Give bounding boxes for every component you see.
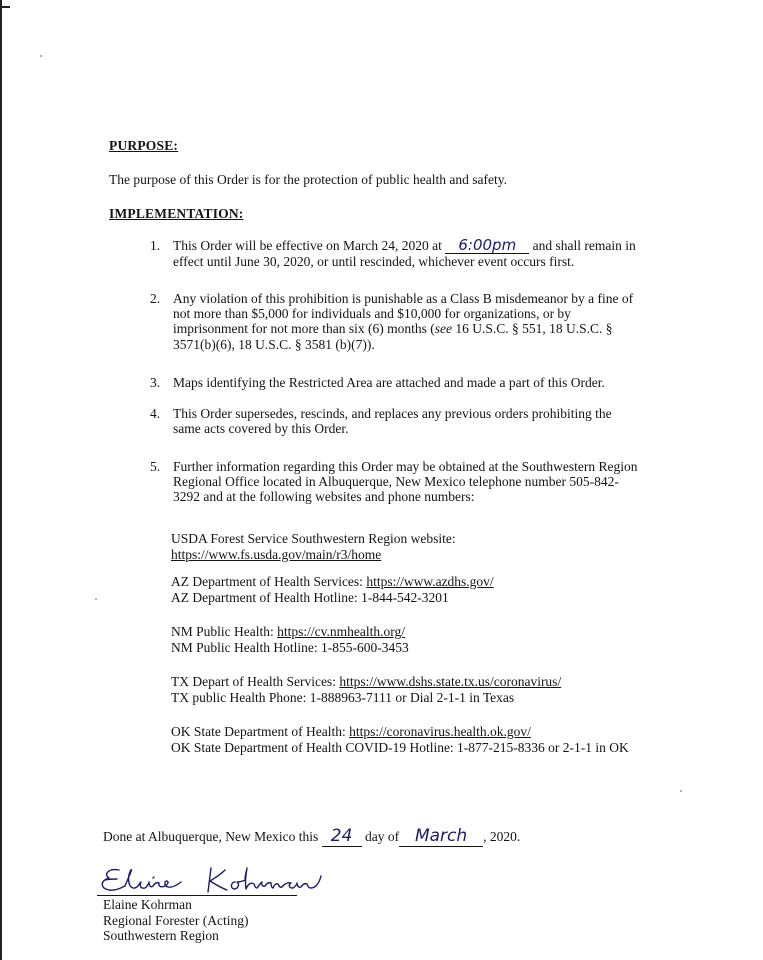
handwritten-signature <box>95 862 325 898</box>
item-line: This Order supersedes, rescinds, and replaces any previous orders prohibiting the <box>173 406 612 421</box>
contact-line: NM Public Health: https://cv.nmhealth.org/ <box>171 624 405 639</box>
signer-title: Regional Forester (Acting) <box>103 912 249 928</box>
tx-website-link[interactable]: https://www.dshs.state.tx.us/coronavirus/ <box>339 674 562 689</box>
implementation-heading: IMPLEMENTATION: <box>109 206 244 221</box>
implementation-item-3 <box>150 375 660 390</box>
implementation-item-4 <box>150 406 660 436</box>
scan-speck <box>95 598 97 600</box>
contact-hotline: OK State Department of Health COVID-19 Hotline: 1-877-215-8336 or 2-1-1 in OK <box>171 739 629 755</box>
signer-name: Elaine Kohrman <box>103 897 192 912</box>
handwritten-time: 6:00pm <box>458 236 517 254</box>
scan-corner-mark <box>2 6 10 8</box>
item-line: Further information regarding this Order may be obtained at the Southwestern Region <box>173 459 638 474</box>
purpose-heading: PURPOSE: <box>109 138 179 153</box>
done-at-line: Done at Albuquerque, New Mexico this 24 day of March , 2020. <box>103 826 521 846</box>
contact-ok <box>171 724 629 755</box>
contact-line: AZ Department of Health Services: https://www.azdhs.gov/ <box>171 574 494 589</box>
contact-hotline: TX public Health Phone: 1-888963-7111 or Dial 2-1-1 in Texas <box>171 689 515 705</box>
item-line: This Order will be effective on March 24, 2020 at 6:00pm and shall remain in <box>173 236 636 254</box>
item-line: 3292 and at the following websites and phone numbers: <box>173 489 475 505</box>
ok-website-link[interactable]: https://coronavirus.health.ok.gov/ <box>349 724 531 739</box>
handwritten-day: 24 <box>330 826 353 846</box>
contact-label: USDA Forest Service Southwestern Region website: <box>171 531 456 546</box>
item-line: Maps identifying the Restricted Area are attached and made a part of this Order. <box>173 375 605 390</box>
month-blank <box>399 826 483 847</box>
contact-line: TX Depart of Health Services: https://www.dshs.state.tx.us/coronavirus/ <box>171 674 562 689</box>
scan-edge-mark <box>0 0 2 960</box>
citation-see: see <box>434 321 452 337</box>
nm-website-link[interactable]: https://cv.nmhealth.org/ <box>277 624 405 639</box>
item-number: 3. <box>150 375 161 390</box>
implementation-item-2 <box>150 291 660 352</box>
day-blank <box>322 826 362 847</box>
effective-time-blank <box>445 238 529 254</box>
contact-hotline: AZ Department of Health Hotline: 1-844-542-3201 <box>171 589 449 605</box>
az-website-link[interactable]: https://www.azdhs.gov/ <box>366 574 494 589</box>
contact-usda <box>171 531 456 562</box>
item-number: 4. <box>150 406 161 421</box>
item-line: imprisonment for not more than six (6) months (see 16 U.S.C. § 551, 18 U.S.C. § <box>173 321 613 337</box>
item-number: 2. <box>150 291 161 306</box>
contact-hotline: NM Public Health Hotline: 1-855-600-3453 <box>171 639 409 655</box>
scan-speck <box>680 790 682 792</box>
scan-speck <box>40 55 42 57</box>
contact-nm <box>171 624 409 655</box>
implementation-item-1 <box>150 238 660 269</box>
item-line: 3571(b)(6), 18 U.S.C. § 3581 (b)(7)). <box>173 336 375 352</box>
contact-tx <box>171 674 561 705</box>
item-line: Regional Office located in Albuquerque, New Mexico telephone number 505-842- <box>173 474 619 490</box>
item-number: 5. <box>150 459 161 474</box>
usda-website-link[interactable]: https://www.fs.usda.gov/main/r3/home <box>171 546 382 562</box>
contact-az <box>171 574 494 605</box>
implementation-item-5 <box>150 459 660 505</box>
contact-line: OK State Department of Health: https://coronavirus.health.ok.gov/ <box>171 724 531 739</box>
signer-block <box>103 897 248 944</box>
item-line: effect until June 30, 2020, or until rescinded, whichever event occurs first. <box>173 254 575 270</box>
purpose-text: The purpose of this Order is for the protection of public health and safety. <box>109 172 508 187</box>
signature-line <box>97 895 297 896</box>
item-number: 1. <box>150 238 161 253</box>
item-line: Any violation of this prohibition is punishable as a Class B misdemeanor by a fine of <box>173 291 634 306</box>
item-line: same acts covered by this Order. <box>173 421 349 437</box>
signer-region: Southwestern Region <box>103 928 219 943</box>
handwritten-month: March <box>414 826 468 846</box>
item-line: not more than $5,000 for individuals and $10,000 for organizations, or by <box>173 306 571 322</box>
